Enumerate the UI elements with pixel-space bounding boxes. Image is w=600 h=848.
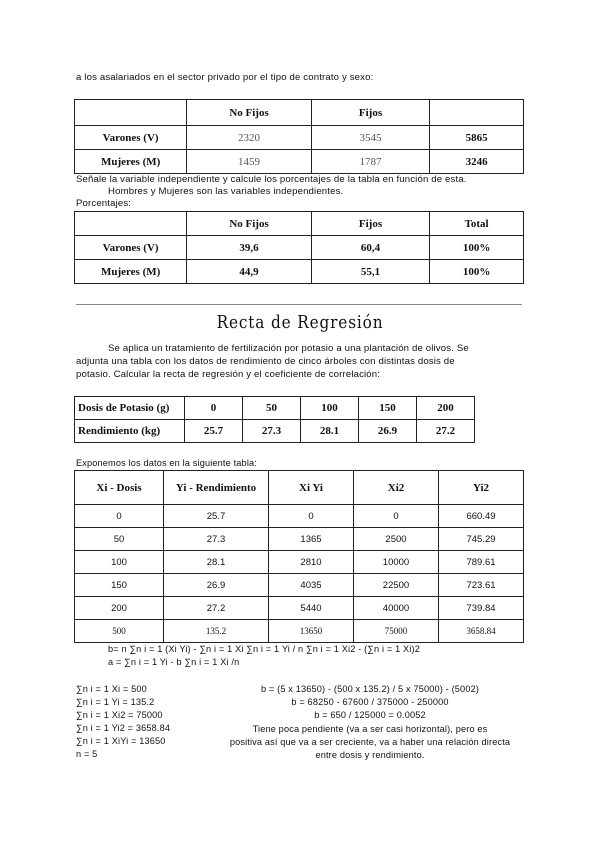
question-text: Señale la variable independiente y calcule los porcentajes de la tabla en función de esta. bbox=[76, 174, 467, 185]
table-cell: 26.9 bbox=[164, 574, 269, 597]
table-cell: 0 bbox=[354, 505, 439, 528]
percentage-table bbox=[74, 211, 524, 284]
row-label: Mujeres (M) bbox=[75, 260, 187, 284]
table-cell: 60,4 bbox=[311, 236, 429, 260]
table-cell: 28.1 bbox=[301, 420, 359, 443]
table-header-row bbox=[75, 100, 524, 126]
potassium-data-table bbox=[74, 396, 475, 443]
total-cell: 135.2 bbox=[164, 620, 269, 643]
totals-row bbox=[75, 620, 524, 643]
table-row bbox=[75, 150, 524, 174]
table-header-cell bbox=[75, 212, 187, 236]
table-cell: 40000 bbox=[354, 597, 439, 620]
table-cell: 2500 bbox=[354, 528, 439, 551]
calc-line: b = 68250 - 67600 / 375000 - 250000 bbox=[291, 697, 449, 707]
table-header-cell: No Fijos bbox=[187, 212, 312, 236]
table-cell: 660.49 bbox=[439, 505, 524, 528]
table-header-cell: Xi - Dosis bbox=[75, 471, 164, 505]
row-label: Varones (V) bbox=[75, 236, 187, 260]
table-cell: 28.1 bbox=[164, 551, 269, 574]
porcentajes-label: Porcentajes: bbox=[76, 198, 132, 209]
table-cell: 55,1 bbox=[311, 260, 429, 284]
table-cell: 723.61 bbox=[439, 574, 524, 597]
table-cell: 745.29 bbox=[439, 528, 524, 551]
table-header-cell bbox=[75, 100, 187, 126]
table-header-cell: No Fijos bbox=[187, 100, 312, 126]
table-cell: 3246 bbox=[430, 150, 524, 174]
calc-line: Tiene poca pendiente (va a ser casi horizontal), pero es bbox=[252, 724, 488, 734]
total-cell: 13650 bbox=[269, 620, 354, 643]
table-cell: 50 bbox=[75, 528, 164, 551]
table-cell: 100% bbox=[430, 236, 524, 260]
table-header-cell: Xi Yi bbox=[269, 471, 354, 505]
section-title: Recta de Regresión bbox=[216, 312, 384, 333]
table-cell: 0 bbox=[75, 505, 164, 528]
table-header-cell: Yi - Rendimiento bbox=[164, 471, 269, 505]
sum-line: ∑n i = 1 Yi = 135.2 bbox=[76, 697, 155, 707]
computation-table bbox=[74, 470, 524, 643]
paragraph-line: Se aplica un tratamiento de fertilización por potasio a una plantación de olivos. Se bbox=[108, 343, 469, 354]
table-cell: 27.3 bbox=[243, 420, 301, 443]
sum-line: ∑n i = 1 XiYi = 13650 bbox=[76, 736, 166, 746]
table-row bbox=[75, 597, 524, 620]
table-cell: 50 bbox=[243, 397, 301, 420]
table-row bbox=[75, 551, 524, 574]
row-label: Varones (V) bbox=[75, 126, 187, 150]
table-header-cell: Xi2 bbox=[354, 471, 439, 505]
table-cell: 739.84 bbox=[439, 597, 524, 620]
calc-line: positiva así que va a ser creciente, va a haber una relación directa bbox=[229, 737, 511, 747]
table-cell: 100% bbox=[430, 260, 524, 284]
table-header-row bbox=[75, 212, 524, 236]
table-header-cell: Total bbox=[430, 212, 524, 236]
formula-b: b= n ∑n i = 1 (Xi Yi) - ∑n i = 1 Xi ∑n i = 1 Yi / n ∑n i = 1 Xi2 - (∑n i = 1 Xi)2 bbox=[108, 644, 420, 654]
sum-line: ∑n i = 1 Yi2 = 3658.84 bbox=[76, 723, 171, 733]
table-cell: 200 bbox=[417, 397, 475, 420]
table-header-cell bbox=[430, 100, 524, 126]
table-cell: 0 bbox=[185, 397, 243, 420]
section-divider bbox=[76, 304, 522, 305]
answer-text: Hombres y Mujeres son las variables independientes. bbox=[108, 186, 344, 197]
table-cell: 27.2 bbox=[417, 420, 475, 443]
row-label: Mujeres (M) bbox=[75, 150, 187, 174]
calc-line: entre dosis y rendimiento. bbox=[315, 750, 425, 760]
row-label: Rendimiento (kg) bbox=[75, 420, 185, 443]
table-cell: 25.7 bbox=[164, 505, 269, 528]
exponemos-text: Exponemos los datos en la siguiente tabla: bbox=[76, 458, 257, 468]
total-cell: 500 bbox=[75, 620, 164, 643]
sum-line: ∑n i = 1 Xi = 500 bbox=[76, 684, 147, 694]
table-header-row bbox=[75, 471, 524, 505]
table-cell: 1365 bbox=[269, 528, 354, 551]
table-cell: 27.3 bbox=[164, 528, 269, 551]
table-cell: 5440 bbox=[269, 597, 354, 620]
calc-line: b = 650 / 125000 = 0.0052 bbox=[314, 710, 426, 720]
table-cell: 25.7 bbox=[185, 420, 243, 443]
row-label: Dosis de Potasio (g) bbox=[75, 397, 185, 420]
intro-text: a los asalariados en el sector privado por el tipo de contrato y sexo: bbox=[76, 72, 374, 83]
table-cell: 27.2 bbox=[164, 597, 269, 620]
calc-line: b = (5 x 13650) - (500 x 135.2) / 5 x 75000) - (5002) bbox=[260, 684, 480, 694]
table-cell: 200 bbox=[75, 597, 164, 620]
table-row bbox=[75, 126, 524, 150]
table-cell: 39,6 bbox=[187, 236, 312, 260]
sum-line: ∑n i = 1 Xi2 = 75000 bbox=[76, 710, 163, 720]
table-cell: 789.61 bbox=[439, 551, 524, 574]
table-cell: 3545 bbox=[311, 126, 429, 150]
table-cell: 0 bbox=[269, 505, 354, 528]
table-cell: 22500 bbox=[354, 574, 439, 597]
sum-line: n = 5 bbox=[76, 749, 98, 759]
paragraph-line: adjunta una tabla con los datos de rendimiento de cinco árboles con distintas dosis de bbox=[76, 356, 455, 367]
table-cell: 44,9 bbox=[187, 260, 312, 284]
formula-a: a = ∑n i = 1 Yi - b ∑n i = 1 Xi /n bbox=[108, 657, 240, 667]
table-row bbox=[75, 505, 524, 528]
table-row bbox=[75, 528, 524, 551]
table-row bbox=[75, 397, 475, 420]
table-cell: 4035 bbox=[269, 574, 354, 597]
table-cell: 150 bbox=[359, 397, 417, 420]
paragraph-line: potasio. Calcular la recta de regresión y el coeficiente de correlación: bbox=[76, 369, 381, 380]
table-cell: 26.9 bbox=[359, 420, 417, 443]
table-cell: 150 bbox=[75, 574, 164, 597]
table-cell: 100 bbox=[75, 551, 164, 574]
total-cell: 75000 bbox=[354, 620, 439, 643]
table-header-cell: Fijos bbox=[311, 212, 429, 236]
table-header-cell: Fijos bbox=[311, 100, 429, 126]
table-cell: 10000 bbox=[354, 551, 439, 574]
table-row bbox=[75, 236, 524, 260]
table-cell: 2810 bbox=[269, 551, 354, 574]
table-cell: 5865 bbox=[430, 126, 524, 150]
table-row bbox=[75, 420, 475, 443]
table-cell: 1787 bbox=[311, 150, 429, 174]
table-cell: 1459 bbox=[187, 150, 312, 174]
table-cell: 2320 bbox=[187, 126, 312, 150]
contract-count-table bbox=[74, 99, 524, 174]
total-cell: 3658.84 bbox=[439, 620, 524, 643]
table-row bbox=[75, 260, 524, 284]
table-row bbox=[75, 574, 524, 597]
table-cell: 100 bbox=[301, 397, 359, 420]
table-header-cell: Yi2 bbox=[439, 471, 524, 505]
